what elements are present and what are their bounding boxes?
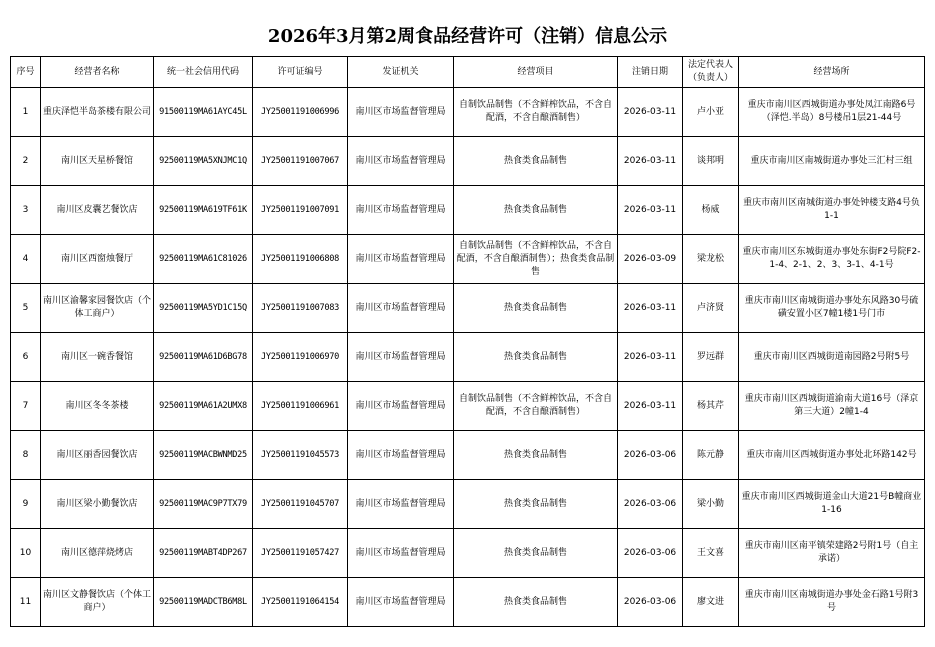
cell-legal-rep: 廖文进 xyxy=(683,578,739,627)
cell-operator-name: 南川区文静餐饮店（个体工商户） xyxy=(41,578,154,627)
cell-business-scope: 自制饮品制售（不含鲜榨饮品，不含自配酒，不含自酿酒制售） xyxy=(454,382,618,431)
cell-credit-code: 92500119MACBWNMD25 xyxy=(154,431,253,480)
cell-business-scope: 热食类食品制售 xyxy=(454,578,618,627)
cell-cancel-date: 2026-03-06 xyxy=(618,431,683,480)
cell-cancel-date: 2026-03-11 xyxy=(618,333,683,382)
cell-issuing-authority: 南川区市场监督管理局 xyxy=(348,382,454,431)
cell-business-scope: 热食类食品制售 xyxy=(454,333,618,382)
cell-license-number: JY25001191007083 xyxy=(253,284,348,333)
cell-credit-code: 92500119MA619TF61K xyxy=(154,186,253,235)
cell-license-number: JY25001191007091 xyxy=(253,186,348,235)
cell-legal-rep: 杨其芹 xyxy=(683,382,739,431)
cell-issuing-authority: 南川区市场监督管理局 xyxy=(348,578,454,627)
cell-operator-name: 南川区德萍烧烤店 xyxy=(41,529,154,578)
cell-license-number: JY25001191006961 xyxy=(253,382,348,431)
cell-cancel-date: 2026-03-06 xyxy=(618,578,683,627)
cell-business-address: 重庆市南川区南城街道办事处钟楼支路4号负1-1 xyxy=(739,186,925,235)
header-issuing-authority: 发证机关 xyxy=(348,57,454,88)
table-row xyxy=(11,235,925,284)
table-row xyxy=(11,431,925,480)
cell-business-scope: 热食类食品制售 xyxy=(454,431,618,480)
table-row xyxy=(11,333,925,382)
table-row xyxy=(11,480,925,529)
cell-business-address: 重庆市南川区西城街道办事处北环路142号 xyxy=(739,431,925,480)
header-business-scope: 经营项目 xyxy=(454,57,618,88)
cell-legal-rep: 陈元静 xyxy=(683,431,739,480)
cell-seq: 11 xyxy=(11,578,41,627)
cell-seq: 10 xyxy=(11,529,41,578)
cell-business-scope: 热食类食品制售 xyxy=(454,284,618,333)
cell-legal-rep: 卢济贤 xyxy=(683,284,739,333)
cell-cancel-date: 2026-03-11 xyxy=(618,284,683,333)
cell-cancel-date: 2026-03-11 xyxy=(618,382,683,431)
cell-license-number: JY25001191045707 xyxy=(253,480,348,529)
cell-license-number: JY25001191007067 xyxy=(253,137,348,186)
cell-issuing-authority: 南川区市场监督管理局 xyxy=(348,88,454,137)
cell-issuing-authority: 南川区市场监督管理局 xyxy=(348,235,454,284)
cell-seq: 9 xyxy=(11,480,41,529)
cell-operator-name: 重庆泽恺半岛茶楼有限公司 xyxy=(41,88,154,137)
cell-credit-code: 92500119MA5XNJMC1Q xyxy=(154,137,253,186)
cell-business-address: 重庆市南川区西城街道办事处凤江南路6号（泽恺.半岛）8号楼吊1层21-44号 xyxy=(739,88,925,137)
cell-issuing-authority: 南川区市场监督管理局 xyxy=(348,186,454,235)
cell-seq: 1 xyxy=(11,88,41,137)
cell-license-number: JY25001191006996 xyxy=(253,88,348,137)
cell-seq: 3 xyxy=(11,186,41,235)
cell-legal-rep: 谈邦明 xyxy=(683,137,739,186)
cell-seq: 5 xyxy=(11,284,41,333)
cell-business-scope: 热食类食品制售 xyxy=(454,480,618,529)
header-legal-rep: 法定代表人（负责人） xyxy=(683,57,739,88)
cell-cancel-date: 2026-03-06 xyxy=(618,529,683,578)
cell-operator-name: 南川区丽香园餐饮店 xyxy=(41,431,154,480)
table-row xyxy=(11,578,925,627)
cell-cancel-date: 2026-03-06 xyxy=(618,480,683,529)
header-credit-code: 统一社会信用代码 xyxy=(154,57,253,88)
cell-business-address: 重庆市南川区南平镇荣建路2号附1号（自主承诺） xyxy=(739,529,925,578)
cell-seq: 6 xyxy=(11,333,41,382)
cell-business-address: 重庆市南川区西城街道南园路2号附5号 xyxy=(739,333,925,382)
cell-operator-name: 南川区梁小勤餐饮店 xyxy=(41,480,154,529)
table-row xyxy=(11,137,925,186)
cell-legal-rep: 梁龙松 xyxy=(683,235,739,284)
table-row xyxy=(11,529,925,578)
cell-issuing-authority: 南川区市场监督管理局 xyxy=(348,284,454,333)
cell-operator-name: 南川区一碗香餐馆 xyxy=(41,333,154,382)
cell-legal-rep: 杨威 xyxy=(683,186,739,235)
cell-business-address: 重庆市南川区南城街道办事处金石路1号附3号 xyxy=(739,578,925,627)
cell-license-number: JY25001191064154 xyxy=(253,578,348,627)
cell-seq: 4 xyxy=(11,235,41,284)
cell-credit-code: 92500119MA61D6BG78 xyxy=(154,333,253,382)
cell-business-scope: 热食类食品制售 xyxy=(454,137,618,186)
cell-issuing-authority: 南川区市场监督管理局 xyxy=(348,529,454,578)
cell-legal-rep: 王文喜 xyxy=(683,529,739,578)
table-row xyxy=(11,382,925,431)
cell-business-scope: 自制饮品制售（不含鲜榨饮品，不含自配酒，不含自酿酒制售） xyxy=(454,88,618,137)
table-row xyxy=(11,186,925,235)
cell-business-address: 重庆市南川区东城街道办事处东街F2号院F2-1-4、2-1、2、3、3-1、4-1号 xyxy=(739,235,925,284)
cell-credit-code: 92500119MABT4DP267 xyxy=(154,529,253,578)
license-table xyxy=(10,56,925,627)
cell-credit-code: 92500119MA5YD1C15Q xyxy=(154,284,253,333)
table-row xyxy=(11,88,925,137)
header-business-address: 经营场所 xyxy=(739,57,925,88)
cell-legal-rep: 梁小勤 xyxy=(683,480,739,529)
cell-issuing-authority: 南川区市场监督管理局 xyxy=(348,480,454,529)
cell-cancel-date: 2026-03-11 xyxy=(618,186,683,235)
cell-issuing-authority: 南川区市场监督管理局 xyxy=(348,431,454,480)
cell-license-number: JY25001191045573 xyxy=(253,431,348,480)
cell-seq: 2 xyxy=(11,137,41,186)
table-header-row xyxy=(11,57,925,88)
cell-cancel-date: 2026-03-09 xyxy=(618,235,683,284)
cell-operator-name: 南川区皮囊艺餐饮店 xyxy=(41,186,154,235)
cell-operator-name: 南川区冬冬茶楼 xyxy=(41,382,154,431)
cell-credit-code: 92500119MAC9P7TX79 xyxy=(154,480,253,529)
cell-credit-code: 91500119MA61AYC45L xyxy=(154,88,253,137)
cell-business-address: 重庆市南川区西城街道渝南大道16号（泽京第三大道）2幢1-4 xyxy=(739,382,925,431)
cell-cancel-date: 2026-03-11 xyxy=(618,88,683,137)
cell-credit-code: 92500119MA61C81026 xyxy=(154,235,253,284)
cell-credit-code: 92500119MA61A2UMX8 xyxy=(154,382,253,431)
header-seq: 序号 xyxy=(11,57,41,88)
cell-issuing-authority: 南川区市场监督管理局 xyxy=(348,137,454,186)
header-license-number: 许可证编号 xyxy=(253,57,348,88)
cell-seq: 7 xyxy=(11,382,41,431)
cell-operator-name: 南川区西窗烛餐厅 xyxy=(41,235,154,284)
cell-license-number: JY25001191006808 xyxy=(253,235,348,284)
cell-business-address: 重庆市南川区西城街道金山大道21号B幢商业1-16 xyxy=(739,480,925,529)
cell-issuing-authority: 南川区市场监督管理局 xyxy=(348,333,454,382)
cell-legal-rep: 罗远群 xyxy=(683,333,739,382)
header-cancel-date: 注销日期 xyxy=(618,57,683,88)
cell-legal-rep: 卢小亚 xyxy=(683,88,739,137)
cell-business-address: 重庆市南川区南城街道办事处东风路30号硫磺安置小区7幢1楼1号门市 xyxy=(739,284,925,333)
cell-operator-name: 南川区渝馨家园餐饮店（个体工商户） xyxy=(41,284,154,333)
cell-business-scope: 热食类食品制售 xyxy=(454,186,618,235)
cell-seq: 8 xyxy=(11,431,41,480)
cell-license-number: JY25001191057427 xyxy=(253,529,348,578)
cell-business-address: 重庆市南川区南城街道办事处三汇村三组 xyxy=(739,137,925,186)
cell-license-number: JY25001191006970 xyxy=(253,333,348,382)
cell-business-scope: 热食类食品制售 xyxy=(454,529,618,578)
cell-credit-code: 92500119MADCTB6M8L xyxy=(154,578,253,627)
cell-cancel-date: 2026-03-11 xyxy=(618,137,683,186)
cell-operator-name: 南川区天星桥餐馆 xyxy=(41,137,154,186)
page-title: 2026年3月第2周食品经营许可（注销）信息公示 xyxy=(267,26,668,47)
table-row xyxy=(11,284,925,333)
cell-business-scope: 自制饮品制售（不含鲜榨饮品，不含自配酒，不含自酿酒制售）；热食类食品制售 xyxy=(454,235,618,284)
header-operator-name: 经营者名称 xyxy=(41,57,154,88)
